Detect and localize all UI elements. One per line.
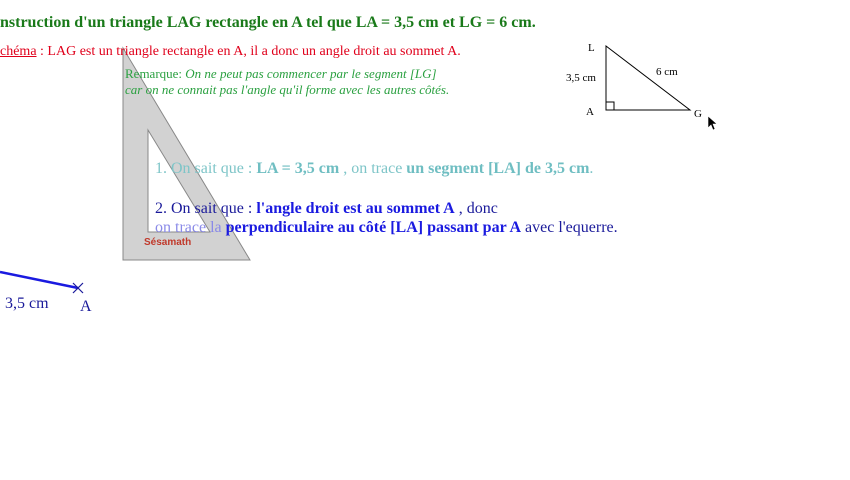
schema-description xyxy=(0,44,461,60)
step-2-end: avec l'equerre. xyxy=(521,219,618,236)
step-2-line-1 xyxy=(155,200,498,218)
step-1-end: . xyxy=(589,160,594,177)
schema-triangle xyxy=(606,46,690,110)
step-2-line2-prefix: on trace la xyxy=(155,219,226,236)
step-2-line-2 xyxy=(155,219,618,237)
step-1-prefix: 1. On sait que : xyxy=(155,160,257,177)
schema-label: chéma xyxy=(0,44,37,59)
vertex-label-a: A xyxy=(586,106,594,118)
remark-line2: car on ne connait pas l'angle qu'il forme avec les autres côtés. xyxy=(125,82,450,97)
set-square-brand: Sésamath xyxy=(144,237,192,248)
step-2-prefix: 2. On sait que : xyxy=(155,200,257,217)
segment-length-label: 3,5 cm xyxy=(5,295,49,312)
segment-la xyxy=(0,272,78,288)
remark-note xyxy=(125,66,449,98)
step-1 xyxy=(155,160,593,178)
length-label-la: 3,5 cm xyxy=(566,72,596,84)
remark-head: Remarque: xyxy=(125,66,186,81)
step-2-mid: , donc xyxy=(454,200,498,217)
step-1-mid: , on trace xyxy=(339,160,407,177)
step-1-fact: LA = 3,5 cm xyxy=(256,160,340,177)
step-2-action: perpendiculaire au côté [LA] passant par A xyxy=(225,219,522,236)
remark-line1: On ne peut pas commencer par le segment [LG] xyxy=(185,66,437,81)
right-angle-marker xyxy=(606,102,614,110)
schema-text: : LAG est un triangle rectangle en A, il a donc un angle droit au sommet A. xyxy=(36,44,461,59)
length-label-lg: 6 cm xyxy=(656,66,678,78)
vertex-label-g: G xyxy=(694,108,702,120)
cursor-icon xyxy=(708,116,717,130)
step-1-action: un segment [LA] de 3,5 cm xyxy=(406,160,590,177)
page-title: nstruction d'un triangle LAG rectangle en A tel que LA = 3,5 cm et LG = 6 cm. xyxy=(0,14,536,31)
vertex-label-l: L xyxy=(588,42,595,54)
step-2-fact: l'angle droit est au sommet A xyxy=(256,200,455,217)
point-a-label: A xyxy=(80,298,92,315)
